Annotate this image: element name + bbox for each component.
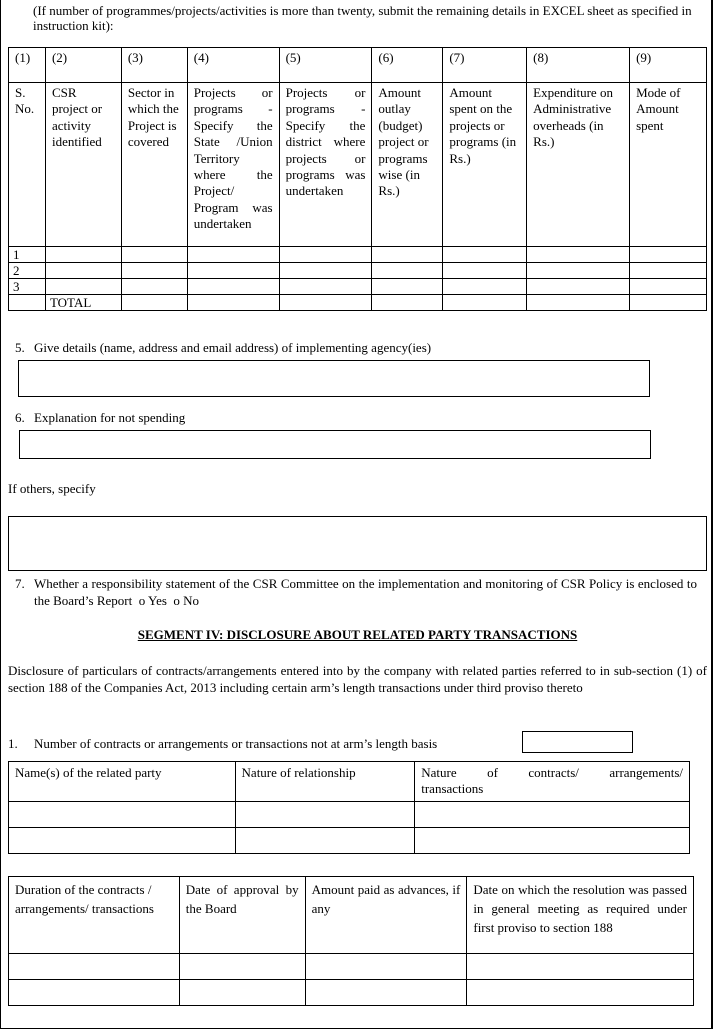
column-number: (8)	[527, 48, 630, 83]
segment-description: Disclosure of particulars of contracts/arrangements entered into by the company with related parties referred to in sub-section (1) of section 188 of the Companies Act, 2013 including certain arm’s length transactions under third proviso thereto	[8, 663, 707, 695]
table-cell[interactable]	[372, 279, 443, 295]
question-number: 7.	[15, 576, 25, 591]
csr-projects-table	[8, 47, 707, 311]
question-number: 1.	[8, 736, 18, 751]
table-cell[interactable]	[443, 263, 527, 279]
column-header: Nature of contracts/ arrangements/ transactions	[415, 762, 690, 802]
table-cell[interactable]	[305, 980, 467, 1006]
table-row	[9, 247, 707, 263]
table-row	[9, 980, 694, 1006]
row-number: 3	[9, 279, 46, 295]
table-cell[interactable]	[527, 279, 630, 295]
table-cell[interactable]	[121, 247, 187, 263]
table-cell[interactable]	[235, 802, 415, 828]
column-number: (9)	[630, 48, 707, 83]
table-cell[interactable]	[187, 295, 279, 311]
header-row	[9, 762, 690, 802]
table-cell[interactable]	[9, 980, 180, 1006]
table-cell[interactable]	[630, 295, 707, 311]
table-cell[interactable]	[279, 295, 372, 311]
header-row	[9, 83, 707, 247]
table-cell[interactable]	[630, 279, 707, 295]
table-row	[9, 279, 707, 295]
table-cell[interactable]	[235, 828, 415, 854]
others-label: If others, specify	[8, 481, 96, 496]
table-cell[interactable]	[372, 263, 443, 279]
option-yes[interactable]: o Yes	[138, 593, 167, 608]
table-cell[interactable]	[443, 279, 527, 295]
total-label: TOTAL	[45, 295, 121, 311]
column-header: Nature of relationship	[235, 762, 415, 802]
column-header: Amount spent on the projects or programs (in Rs.)	[443, 83, 527, 247]
table-cell[interactable]	[187, 263, 279, 279]
column-header-tail: transactions	[421, 781, 484, 797]
table-cell[interactable]	[9, 295, 46, 311]
row-number: 2	[9, 263, 46, 279]
table-cell[interactable]	[279, 247, 372, 263]
table-cell[interactable]	[187, 247, 279, 263]
question-label: Give details (name, address and email address) of implementing agency(ies)	[34, 340, 432, 355]
table-cell[interactable]	[45, 247, 121, 263]
table-row	[9, 295, 707, 311]
segment-heading: SEGMENT IV: DISCLOSURE ABOUT RELATED PARTY TRANSACTIONS	[137, 627, 578, 642]
column-header: Duration of the contracts / arrangements/ transactions	[9, 877, 180, 954]
table-cell[interactable]	[179, 954, 305, 980]
explanation-input[interactable]	[19, 430, 651, 459]
column-header: Projects or programs - Specify the State /Union Territory where the Project/ Program was undertaken	[187, 83, 279, 247]
column-header: Amount paid as advances, if any	[305, 877, 467, 954]
table-cell[interactable]	[9, 954, 180, 980]
question-6	[15, 410, 185, 426]
contracts-count-input[interactable]	[522, 731, 633, 753]
column-number-row	[9, 48, 707, 83]
table-cell[interactable]	[121, 279, 187, 295]
column-number: (6)	[372, 48, 443, 83]
table-cell[interactable]	[9, 828, 236, 854]
table-cell[interactable]	[527, 295, 630, 311]
table-row	[9, 263, 707, 279]
table-cell[interactable]	[187, 279, 279, 295]
table-cell[interactable]	[45, 279, 121, 295]
column-number: (2)	[45, 48, 121, 83]
table-cell[interactable]	[279, 263, 372, 279]
others-specify-input[interactable]	[8, 516, 707, 571]
table-cell[interactable]	[415, 802, 690, 828]
column-header: Expenditure on Administrative overheads (in Rs.)	[527, 83, 630, 247]
table-cell[interactable]	[630, 263, 707, 279]
table-cell[interactable]	[527, 247, 630, 263]
question-label: Explanation for not spending	[34, 410, 186, 425]
table-cell[interactable]	[443, 295, 527, 311]
column-header: Date of approval by the Board	[179, 877, 305, 954]
table-row	[9, 802, 690, 828]
table-cell[interactable]	[467, 954, 694, 980]
column-header: Sector in which the Project is covered	[121, 83, 187, 247]
table-cell[interactable]	[415, 828, 690, 854]
question-label: Number of contracts or arrangements or transactions not at arm’s length basis	[34, 736, 438, 751]
question-7	[15, 575, 697, 609]
table-cell[interactable]	[45, 263, 121, 279]
table-cell[interactable]	[630, 247, 707, 263]
header-row	[9, 877, 694, 954]
question-label: Whether a responsibility statement of the CSR Committee on the implementation and monitoring of CSR Policy is enclosed to the Board’s Report	[34, 576, 697, 608]
column-header: Mode of Amount spent	[630, 83, 707, 247]
related-party-table	[8, 761, 690, 854]
column-number: (3)	[121, 48, 187, 83]
column-header: S. No.	[9, 83, 46, 247]
option-no[interactable]: o No	[173, 593, 200, 608]
column-header: Amount outlay (budget) project or programs wise (in Rs.)	[372, 83, 443, 247]
column-header: Name(s) of the related party	[9, 762, 236, 802]
question-5	[15, 340, 431, 356]
column-number: (5)	[279, 48, 372, 83]
column-header: CSR project or activity identified	[45, 83, 121, 247]
table-cell[interactable]	[372, 295, 443, 311]
table-cell[interactable]	[121, 295, 187, 311]
table-row	[9, 954, 694, 980]
row-number: 1	[9, 247, 46, 263]
implementing-agency-input[interactable]	[18, 360, 650, 397]
table-cell[interactable]	[372, 247, 443, 263]
table-cell[interactable]	[467, 980, 694, 1006]
table-cell[interactable]	[279, 279, 372, 295]
column-header: Date on which the resolution was passed in general meeting as required under first proviso to section 188	[467, 877, 694, 954]
table-cell[interactable]	[121, 263, 187, 279]
table-cell[interactable]	[443, 247, 527, 263]
table-row	[9, 828, 690, 854]
column-number: (4)	[187, 48, 279, 83]
column-number: (1)	[9, 48, 46, 83]
table-cell[interactable]	[305, 954, 467, 980]
question-number: 5.	[15, 340, 25, 355]
column-header: Projects or programs - Specify the district where projects or programs was undertaken	[279, 83, 372, 247]
intro-note: (If number of programmes/projects/activities is more than twenty, submit the remaining details in EXCEL sheet as specified in instruction kit):	[33, 3, 692, 33]
question-number: 6.	[15, 410, 25, 425]
table-cell[interactable]	[527, 263, 630, 279]
table-cell[interactable]	[9, 802, 236, 828]
contract-details-table	[8, 876, 694, 1006]
segment-question-1	[8, 736, 437, 752]
column-number: (7)	[443, 48, 527, 83]
table-cell[interactable]	[179, 980, 305, 1006]
